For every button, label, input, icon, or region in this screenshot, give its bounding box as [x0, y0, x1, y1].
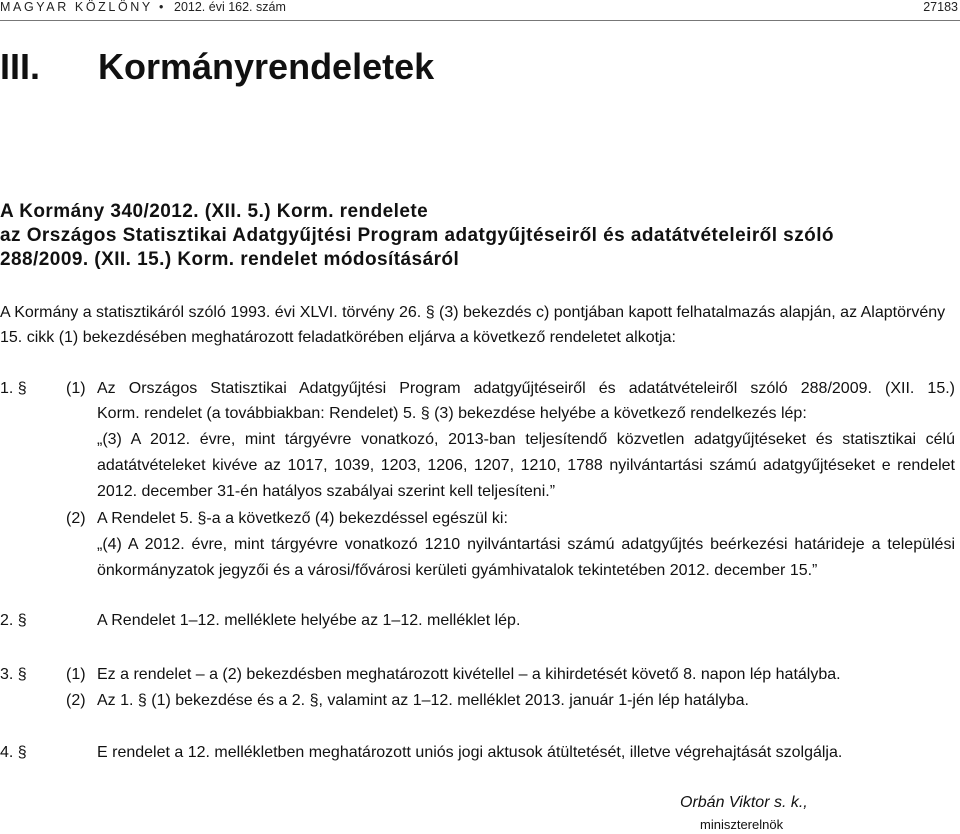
section-label: 2. § [0, 612, 27, 629]
paragraph-line: Ez a rendelet – a (2) bekezdésben meghatározott kivétellel – a kihirdetését követő 8. napon lép hatályba. [97, 666, 841, 683]
quote-line: „(3) A 2012. évre, mint tárgyévre vonatkozó, 2013-ban teljesítendő közvetlen adatgyűjtéseket és statisztikai célú [97, 431, 955, 448]
signatory-role: miniszterelnök [700, 817, 784, 832]
paragraph-label: (1) [66, 666, 86, 683]
quote-line: adatátvételeket kivéve az 1017, 1039, 1203, 1206, 1207, 1210, 1788 nyilvántartási számú adatgyűjtéseket e rendelet [97, 457, 955, 474]
paragraph-line: Az 1. § (1) bekezdése és a 2. §, valamint az 1–12. melléklet 2013. január 1-jén lép hatályba. [97, 692, 749, 709]
decree-title [0, 200, 960, 272]
preamble-line: 15. cikk (1) bekezdésében meghatározott feladatkörében eljárva a következő rendeletet alkotja: [0, 329, 676, 346]
paragraph-line: Korm. rendelet (a továbbiakban: Rendelet) 5. § (3) bekezdése helyébe a következő rendelkezés lép: [97, 405, 807, 422]
paragraph-label: (2) [66, 510, 86, 527]
paragraph-line: A Rendelet 5. §-a a következő (4) bekezdéssel egészül ki: [97, 510, 508, 527]
chapter-number: III. [0, 46, 41, 87]
quote-line: 2012. december 31-én hatályos szabályai szerint kell teljesíteni.” [97, 483, 556, 500]
decree-title-line: 288/2009. (XII. 15.) Korm. rendelet módosításáról [0, 249, 460, 270]
preamble-line: A Kormány a statisztikáról szóló 1993. évi XLVI. törvény 26. § (3) bekezdés c) pontjában kapott felhatalmazás alapján, az Alaptörvény [0, 304, 946, 321]
chapter-title: Kormányrendeletek [98, 46, 435, 87]
paragraph-line: Az Országos Statisztikai Adatgyűjtési Program adatgyűjtéseiről és adatátvételeiről szóló 288/2009. (XII. 15.) [97, 380, 955, 397]
paragraph-label: (1) [66, 380, 86, 397]
section-label: 1. § [0, 380, 27, 397]
page-number: 27183 [923, 0, 958, 14]
signatory-name: Orbán Viktor s. k., [680, 794, 808, 811]
preamble [0, 300, 960, 350]
issue-label: 2012. évi 162. szám [174, 0, 286, 14]
quote-line: önkormányzatok jegyzői és a városi/fővárosi kerületi gyámhivatalok tekintetében 2012. december 15.” [97, 562, 818, 579]
section-label: 4. § [0, 744, 27, 761]
header-bullet: • [159, 0, 164, 14]
running-header [0, 0, 960, 17]
section-label: 3. § [0, 666, 27, 683]
decree-title-line: az Országos Statisztikai Adatgyűjtési Program adatgyűjtéseiről és adatátvételeiről szóló [0, 225, 834, 246]
quote-line: „(4) A 2012. évre, mint tárgyévre vonatkozó 1210 nyilvántartási számú adatgyűjtés beérkezési határideje a települési [97, 536, 955, 553]
decree-title-line: A Kormány 340/2012. (XII. 5.) Korm. rendelete [0, 201, 429, 222]
journal-name: MAGYAR KÖZLÖNY [0, 0, 153, 14]
header-rule [0, 20, 960, 21]
section-text: E rendelet a 12. mellékletben meghatározott uniós jogi aktusok átültetését, illetve végrehajtását szolgálja. [97, 744, 843, 761]
section-text: A Rendelet 1–12. melléklete helyébe az 1–12. melléklet lép. [97, 612, 521, 629]
paragraph-label: (2) [66, 692, 86, 709]
